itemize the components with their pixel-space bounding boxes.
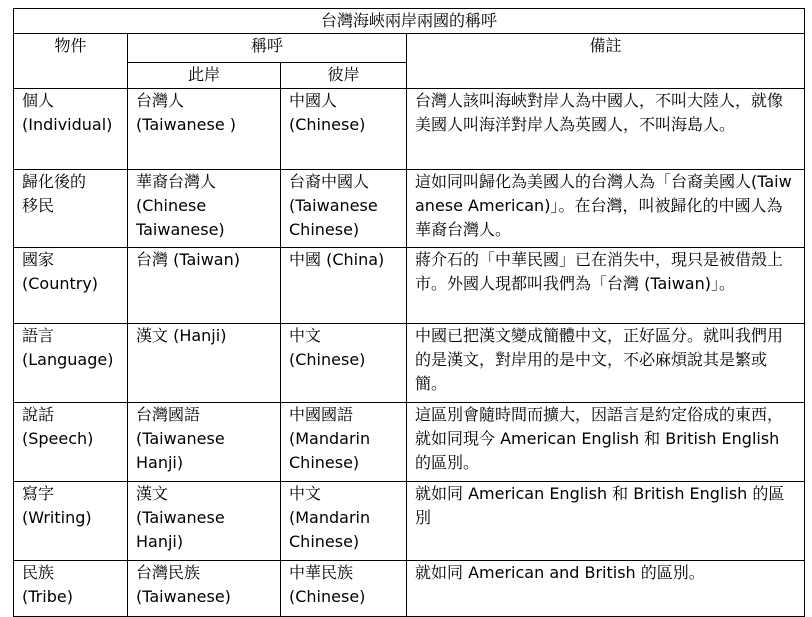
title-row [14,9,805,34]
this-side-cell [128,170,281,248]
object-cell-line: (Individual) [22,115,113,134]
naming-table [13,8,805,617]
header-row [14,34,805,63]
this-side-cell-line: Hanji) [136,532,184,551]
other-side-cell [281,561,407,617]
object-cell-line: 個人 [22,91,55,110]
naming-table-container [13,8,805,617]
this-side-cell-line: (Taiwanese [136,429,225,448]
object-cell-line: 寫字 [22,484,55,503]
this-side-cell-line: (Taiwanese [136,508,225,527]
this-side-cell [128,89,281,170]
other-side-cell [281,403,407,482]
table-row [14,248,805,324]
object-cell [14,324,128,403]
this-side-cell-line: Hanji) [136,453,184,472]
table-row [14,89,805,170]
other-side-cell-line: (Mandarin [289,508,371,527]
other-side-cell-line: 中國 (China) [289,250,385,269]
object-cell-line: 移民 [22,196,55,215]
object-cell-line: 國家 [22,250,55,269]
table-row [14,482,805,561]
other-side-cell-line: 中國國語 [289,405,354,424]
object-cell-line: (Language) [22,350,114,369]
note-cell: 中國已把漢文變成簡體中文，正好區分。就叫我們用的是漢文，對岸用的是中文，不必麻煩說其是繁或簡。 [407,324,805,403]
object-cell-line: (Tribe) [22,587,73,606]
this-side-cell-line: 台灣 (Taiwan) [136,250,240,269]
other-side-cell [281,482,407,561]
other-side-cell-line: 台裔中國人 [289,172,370,191]
table-row [14,324,805,403]
other-side-cell-line: 中文 [289,326,322,345]
object-cell-line: (Speech) [22,429,94,448]
other-side-cell-line: Chinese) [289,220,360,239]
object-cell [14,89,128,170]
note-cell: 這如同叫歸化為美國人的台灣人為「台裔美國人(Taiwanese American)」。在台灣，叫被歸化的中國人為華裔台灣人。 [407,170,805,248]
other-side-cell [281,170,407,248]
this-side-cell-line: 台灣民族 [136,563,201,582]
header-notes: 備註 [407,34,805,89]
object-cell [14,561,128,617]
object-cell-line: 說話 [22,405,55,424]
table-row [14,561,805,617]
note-cell: 蔣介石的「中華民國」已在消失中，現只是被借殼上市。外國人現都叫我們為「台灣 (Taiwan)」。 [407,248,805,324]
other-side-cell-line: Chinese) [289,453,360,472]
this-side-cell [128,248,281,324]
this-side-cell-line: (Taiwanese) [136,587,231,606]
note-cell: 這區別會隨時間而擴大，因語言是約定俗成的東西，就如同現今 American English 和 British English 的區別。 [407,403,805,482]
object-cell-line: (Writing) [22,508,92,527]
object-cell-line: 民族 [22,563,55,582]
this-side-cell-line: 台灣國語 [136,405,201,424]
other-side-cell-line: 中國人 [289,91,338,110]
this-side-cell-line: 台灣人 [136,91,185,110]
table-row [14,403,805,482]
header-this-side: 此岸 [128,63,281,89]
other-side-cell [281,89,407,170]
table-row [14,170,805,248]
note-cell: 台灣人該叫海峽對岸人為中國人，不叫大陸人，就像美國人叫海洋對岸人為英國人，不叫海島人。 [407,89,805,170]
this-side-cell [128,403,281,482]
this-side-cell-line: (Chinese [136,196,207,215]
other-side-cell-line: (Mandarin [289,429,371,448]
note-cell: 就如同 American English 和 British English 的區別 [407,482,805,561]
other-side-cell [281,324,407,403]
other-side-cell-line: (Chinese) [289,115,366,134]
this-side-cell-line: Taiwanese) [136,220,225,239]
table-title: 台灣海峽兩岸兩國的稱呼 [14,9,805,34]
other-side-cell-line: (Chinese) [289,587,366,606]
header-object: 物件 [14,34,128,89]
object-cell-line: 歸化後的 [22,172,87,191]
this-side-cell-line: 漢文 [136,484,169,503]
other-side-cell-line: Chinese) [289,532,360,551]
object-cell-line: (Country) [22,274,99,293]
this-side-cell [128,561,281,617]
this-side-cell [128,324,281,403]
other-side-cell-line: 中華民族 [289,563,354,582]
this-side-cell-line: (Taiwanese ) [136,115,236,134]
object-cell [14,403,128,482]
object-cell [14,248,128,324]
header-naming: 稱呼 [128,34,407,63]
note-cell: 就如同 American and British 的區別。 [407,561,805,617]
other-side-cell-line: (Chinese) [289,350,366,369]
this-side-cell-line: 華裔台灣人 [136,172,217,191]
header-other-side: 彼岸 [281,63,407,89]
this-side-cell-line: 漢文 (Hanji) [136,326,227,345]
other-side-cell-line: 中文 [289,484,322,503]
object-cell-line: 語言 [22,326,55,345]
object-cell [14,170,128,248]
object-cell [14,482,128,561]
this-side-cell [128,482,281,561]
other-side-cell [281,248,407,324]
other-side-cell-line: (Taiwanese [289,196,378,215]
